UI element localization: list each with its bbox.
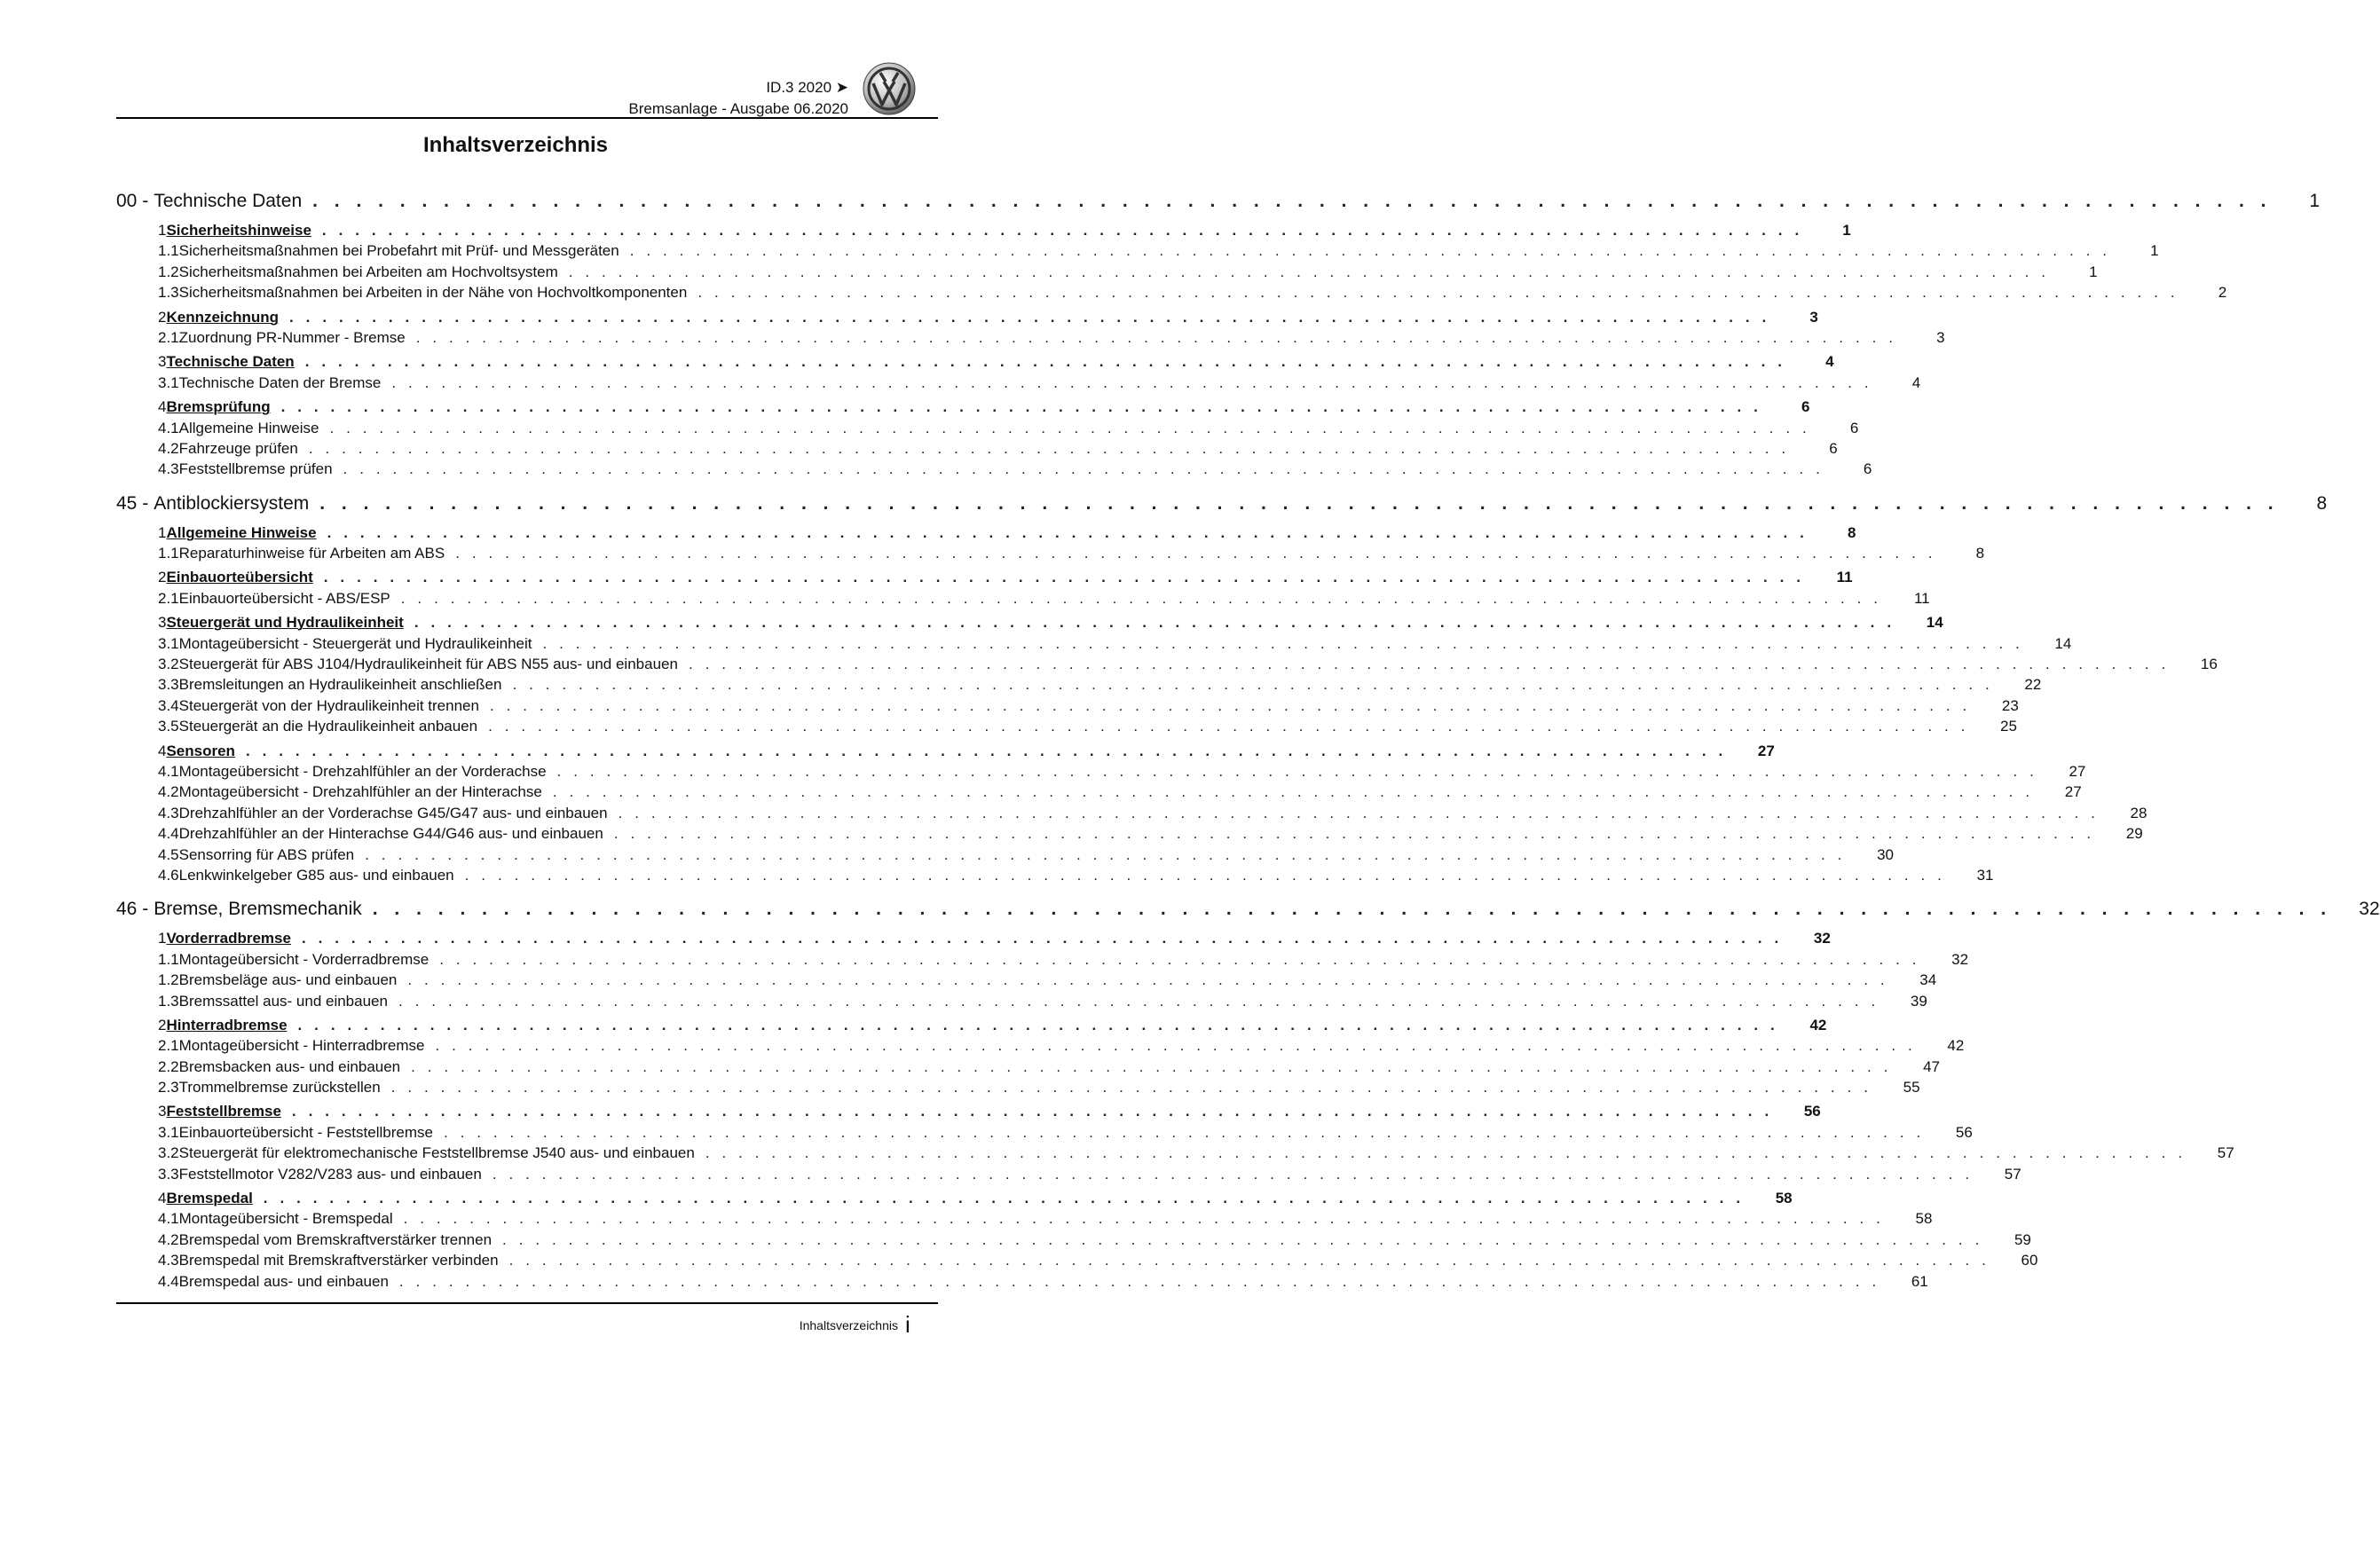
footer-label: Inhaltsverzeichnis bbox=[799, 1318, 898, 1332]
toc-section-number: 3 bbox=[158, 353, 167, 371]
toc-subsection-number: 4.2 bbox=[158, 439, 179, 457]
toc-subsection-number: 3.4 bbox=[158, 696, 179, 714]
footer-page-number: i bbox=[905, 1311, 910, 1338]
dot-leader: . . . . . . . . . . . . . . . . . . . . . . . . . . . . . . . . . . . . . . . . . . . . . . . . . . . . . . . . . . . . . . . . . . . . . . . . . . . . . . . . . . . . . . . . . . bbox=[329, 419, 1811, 436]
dot-leader: . . . . . . . . . . . . . . . . . . . . . . . . . . . . . . . . . . . . . . . . . . . . . . . . . . . . . . . . . . . . . . . . . . . . . . . . . . . . . . . . . . . . . . . . . . bbox=[705, 1144, 2187, 1162]
toc-subsection-page: 57 bbox=[2004, 1165, 2021, 1183]
toc-subsection-page: 2 bbox=[2218, 284, 2227, 302]
dot-leader: . . . . . . . . . . . . . . . . . . . . . . . . . . . . . . . . . . . . . . . . . . . . . . . . . . . . . . . . . . . . . . . . . . . . . . . . . . . . . . . . . . . . . . . . . . bbox=[464, 866, 1946, 884]
dot-leader: . . . . . . . . . . . . . . . . . . . . . . . . . . . . . . . . . . . . . . . . . . . . . . . . . . . . . . . . . . . . . . . . . . . . . . . . . . . . . . . . . . . . . . . . . . bbox=[304, 353, 1786, 371]
toc-subsection-number: 4.5 bbox=[158, 845, 179, 863]
toc-subsection-label: Bremspedal aus- und einbauen bbox=[178, 1272, 389, 1290]
dot-leader: . . . . . . . . . . . . . . . . . . . . . . . . . . . . . . . . . . . . . . . . . . . . . . . . . . . . . . . . . . . . . . . . . . . . . . . . . . . . . . . . . . . . . . . . . . bbox=[308, 439, 1790, 457]
toc-subsection-number: 1.3 bbox=[158, 284, 179, 302]
dot-leader: . . . . . . . . . . . . . . . . . . . . . . . . . . . . . . . . . . . . . . . . . . . . . . . . . . . . . . . . . . . . . . . . . . . . . . . . . . . . . . . . . . . . . . . . . . bbox=[435, 1037, 1917, 1055]
toc-subsection[interactable] bbox=[116, 970, 1937, 990]
toc-section-label: Sicherheitshinweise bbox=[166, 222, 311, 239]
toc-subsection-number: 3.2 bbox=[158, 656, 179, 673]
dot-leader: . . . . . . . . . . . . . . . . . . . . . . . . . . . . . . . . . . . . . . . . . . . . . . . . . . . . . . . . . . . . . . . . . . . . . . . . . . . . . . . . . . . . . . . . . . bbox=[323, 569, 1805, 586]
toc-section-page: 1 bbox=[1842, 222, 1851, 239]
dot-leader: . . . . . . . . . . . . . . . . . . . . . . . . . . . . . . . . . . . . . . . . . . . . . . . . . . . . . . . . . . . . . . . . . . . . . . . . . . . . . . . . . . . . . . . . . . bbox=[489, 696, 1971, 714]
toc-subsection[interactable] bbox=[116, 1208, 1933, 1229]
toc-subsection-number: 4.1 bbox=[158, 419, 179, 436]
toc-subsection[interactable] bbox=[116, 327, 1945, 348]
toc-subsection-page: 34 bbox=[1919, 971, 1937, 989]
toc-subsection[interactable] bbox=[116, 1143, 2234, 1163]
toc-subsection-number: 2.1 bbox=[158, 589, 179, 607]
toc-subsection[interactable] bbox=[116, 845, 1894, 865]
toc-subsection-page: 32 bbox=[1951, 950, 1969, 968]
toc-section[interactable] bbox=[116, 1015, 1827, 1035]
toc-subsection[interactable] bbox=[116, 1077, 1920, 1097]
toc-subsection[interactable] bbox=[116, 438, 1838, 459]
toc-subsection-label: Feststellmotor V282/V283 aus- und einbauen bbox=[178, 1165, 482, 1183]
toc-section-page: 11 bbox=[1836, 569, 1853, 586]
toc-subsection[interactable] bbox=[116, 588, 1930, 609]
dot-leader: . . . . . . . . . . . . . . . . . . . . . . . . . . . . . . . . . . . . . . . . . . . . . . . . . . . . . . . . . . . . . . . . . . . . . . . . . . . . . . . . . . . . . . . . . . bbox=[488, 718, 1969, 735]
toc-subsection-page: 39 bbox=[1910, 992, 1927, 1010]
toc-section-number: 1 bbox=[158, 523, 167, 541]
vw-logo-icon bbox=[863, 62, 916, 115]
toc-section-number: 4 bbox=[158, 1190, 167, 1207]
toc-subsection-page: 55 bbox=[1903, 1079, 1920, 1096]
toc-section-label: Allgemeine Hinweise bbox=[166, 523, 317, 541]
toc-subsection-number: 3.1 bbox=[158, 634, 179, 652]
toc-subsection-number: 3.1 bbox=[158, 1123, 179, 1141]
dot-leader: . . . . . . . . . . . . . . . . . . . . . . . . . . . . . . . . . . . . . . . . . . . . . . . . . . . . . . . . . . . . . . . . . . . . . . . . . . . . . . . . . . . . . . . . . . bbox=[291, 1103, 1773, 1120]
toc-subsection-label: Reparaturhinweise für Arbeiten am ABS bbox=[178, 545, 445, 562]
toc-subsection-label: Steuergerät an die Hydraulikeinheit anbauen bbox=[178, 718, 478, 735]
toc-subsection-page: 27 bbox=[2064, 783, 2082, 801]
dot-leader: . . . . . . . . . . . . . . . . . . . . . . . . . . . . . . . . . . . . . . . . . . . . . . . . . . . . . . . . . . . . . . . . . . . . . . . . . . . . . . . . . . . . . . . . . . bbox=[502, 1230, 1983, 1248]
toc-subsection[interactable] bbox=[116, 949, 1969, 970]
toc-subsection-label: Lenkwinkelgeber G85 aus- und einbauen bbox=[178, 866, 454, 884]
dot-leader: . . . . . . . . . . . . . . . . . . . . . . . . . . . . . . . . . . . . . . . . . . . . . . . . . . . . . . . . . . . . . . . . . . . . . . . . . . . . . . . . . . . . . . . . . . bbox=[365, 845, 1846, 863]
toc-section-number: 3 bbox=[158, 614, 167, 632]
toc-section-label: Steuergerät und Hydraulikeinheit bbox=[166, 614, 404, 632]
toc-subsection-number: 4.4 bbox=[158, 1272, 179, 1290]
toc-subsection-label: Trommelbremse zurückstellen bbox=[178, 1079, 381, 1096]
header-subtitle: Bremsanlage - Ausgabe 06.2020 bbox=[628, 100, 848, 117]
toc-section-number: 3 bbox=[158, 1103, 167, 1120]
dot-leader: . . . . . . . . . . . . . . . . . . . . . . . . . . . . . . . . . . . . . . . . . . . . . . . . . . . . . . . . . . . . . . . . . . . . . . . . . . . . . . . . . . . . . . . . . . bbox=[512, 676, 1994, 694]
toc-subsection-page: 25 bbox=[2000, 718, 2017, 735]
toc-section-page: 14 bbox=[1926, 614, 1943, 632]
dot-leader: . . . . . . . . . . . . . . . . . . . . . . . . . . . . . . . . . . . . . . . . . . . . . . . . . . . . . . . . . . . . . . . . . . . . . . . . . . . . . . . . . . . . . . . . . . bbox=[697, 284, 2179, 302]
toc-subsection-label: Bremsbeläge aus- und einbauen bbox=[178, 971, 398, 989]
header-model: ID.3 2020 ➤ bbox=[766, 79, 848, 96]
dot-leader: . . . . . . . . . . . . . . . . . . . . . . . . . . . . . . . . . . . . . . . . . . . . . . . . . . . . . . . . . . . . . . . . . . . . . . . . . . . . . . . . . . . . . . . . . . bbox=[280, 398, 1762, 416]
toc-section-number: 2 bbox=[158, 569, 167, 586]
toc-subsection-label: Bremspedal vom Bremskraftverstärker trennen bbox=[178, 1230, 493, 1248]
dot-leader: . . . . . . . . . . . . . . . . . . . . . . . . . . . . . . . . . . . . . . . . . . . . . . . . . . . . . . . . . . . . . . . . . . . . . . . . . . . . . . . . . . . . . . . . . . bbox=[556, 762, 2038, 780]
toc-section-label: Bremsprüfung bbox=[166, 398, 271, 416]
table-of-contents bbox=[116, 186, 2380, 1292]
toc-subsection[interactable] bbox=[116, 262, 2098, 282]
toc-subsection[interactable] bbox=[116, 418, 1859, 438]
toc-subsection-page: 11 bbox=[1913, 589, 1930, 607]
toc-section-label: Einbauorteübersicht bbox=[166, 569, 313, 586]
toc-subsection-page: 31 bbox=[1976, 866, 1994, 884]
toc-subsection-number: 2.3 bbox=[158, 1079, 179, 1096]
toc-subsection-page: 29 bbox=[2125, 825, 2143, 843]
dot-leader: . . . . . . . . . . . . . . . . . . . . . . . . . . . . . . . . . . . . . . . . . . . . . . . . . . . . . . . . . . . . . . . . . . . . . . . . . . . . . . . . . . . . . . . . . . bbox=[400, 589, 1882, 607]
toc-subsection-page: 42 bbox=[1947, 1037, 1965, 1055]
toc-section[interactable] bbox=[116, 567, 1853, 587]
toc-subsection[interactable] bbox=[116, 1057, 1940, 1077]
toc-subsection-number: 1.3 bbox=[158, 992, 179, 1010]
toc-subsection-label: Montageübersicht - Hinterradbremse bbox=[178, 1037, 425, 1055]
toc-subsection-number: 2.1 bbox=[158, 1037, 179, 1055]
dot-leader: . . . . . . . . . . . . . . . . . . . . . . . . . . . . . . . . . . . . . . . . . . . . . . . . . . . . . . . . . . . . . . . . . . . . . . . . . . . . . . . . . . . . . . . . . . bbox=[391, 373, 1873, 391]
toc-subsection-number: 4.1 bbox=[158, 1210, 179, 1228]
toc-chapter-page: 8 bbox=[2316, 492, 2328, 514]
toc-chapter-number: 00 - bbox=[116, 191, 149, 211]
toc-subsection-page: 47 bbox=[1923, 1057, 1940, 1075]
toc-section-number: 4 bbox=[158, 742, 167, 759]
toc-subsection[interactable] bbox=[116, 543, 1985, 563]
toc-subsection-number: 4.2 bbox=[158, 1230, 179, 1248]
toc-subsection[interactable] bbox=[116, 782, 2082, 802]
toc-section-label: Sensoren bbox=[166, 742, 235, 759]
dot-leader: . . . . . . . . . . . . . . . . . . . . . . . . . . . . . . . . . . . . . . . . . . . . . . . . . . . . . . . . . . . . . . . . . . . . . . . . . . . . . . . . . . . . . . . . . . bbox=[439, 950, 1921, 968]
toc-subsection-number: 1.1 bbox=[158, 950, 179, 968]
toc-section-number: 2 bbox=[158, 308, 167, 326]
toc-subsection-label: Montageübersicht - Vorderradbremse bbox=[178, 950, 430, 968]
toc-chapter-label: Technische Daten bbox=[154, 191, 303, 211]
toc-chapter-page: 32 bbox=[2359, 899, 2380, 920]
toc-section[interactable] bbox=[116, 351, 1834, 372]
toc-subsection[interactable] bbox=[116, 1122, 1973, 1143]
dot-leader: . . . . . . . . . . . . . . . . . . . . . . . . . . . . . . . . . . . . . . . . . . . . . . . . . . . . . . . . . . . . . . . . . . . . . . . . . . . . . . . . . . . . . . . . . . bbox=[411, 1057, 1892, 1075]
toc-subsection-label: Bremspedal mit Bremskraftverstärker verbinden bbox=[178, 1252, 499, 1269]
toc-section-number: 4 bbox=[158, 398, 167, 416]
toc-section-page: 3 bbox=[1809, 308, 1818, 326]
toc-subsection-label: Feststellbremse prüfen bbox=[178, 460, 333, 478]
toc-subsection-label: Steuergerät für ABS J104/Hydraulikeinheit für ABS N55 aus- und einbauen bbox=[178, 656, 678, 673]
toc-subsection[interactable] bbox=[116, 1164, 2021, 1184]
toc-subsection-label: Bremsbacken aus- und einbauen bbox=[178, 1057, 401, 1075]
toc-subsection-page: 3 bbox=[1936, 328, 1945, 346]
toc-subsection-label: Montageübersicht - Bremspedal bbox=[178, 1210, 393, 1228]
toc-chapter-label: Bremse, Bremsmechanik bbox=[154, 899, 362, 920]
toc-subsection-page: 59 bbox=[2014, 1230, 2031, 1248]
toc-subsection[interactable] bbox=[116, 1035, 1965, 1056]
dot-leader: . . . . . . . . . . . . . . . . . . . . . . . . . . . . . . . . . . . . . . . . . . . . . . . . . . . . . . . . . . . . . . . . . . . . . . . . . . . . . . . . . . . . . . . . . . bbox=[542, 634, 2024, 652]
footer-rule bbox=[116, 1302, 938, 1304]
toc-subsection-label: Technische Daten der Bremse bbox=[178, 373, 382, 391]
toc-subsection-number: 3.5 bbox=[158, 718, 179, 735]
dot-leader: . . . . . . . . . . . . . . . . . . . . . . . . . . . . . . . . . . . . . . . . . . . . . . . . . . . . . . . . . . . . . . . . . . . . . . . . . . . . . . . . . . . . . . . . . . bbox=[289, 308, 1770, 326]
toc-section-page: 27 bbox=[1757, 742, 1775, 759]
toc-subsection-label: Allgemeine Hinweise bbox=[178, 419, 319, 436]
toc-subsection-page: 6 bbox=[1849, 419, 1859, 436]
toc-subsection[interactable] bbox=[116, 373, 1921, 393]
toc-subsection[interactable] bbox=[116, 761, 2086, 782]
toc-subsection[interactable] bbox=[116, 459, 1872, 479]
toc-subsection-label: Bremssattel aus- und einbauen bbox=[178, 992, 388, 1010]
toc-subsection-page: 8 bbox=[1975, 545, 1985, 562]
toc-subsection-number: 2.2 bbox=[158, 1057, 179, 1075]
toc-subsection[interactable] bbox=[116, 240, 2159, 261]
dot-leader: . . . . . . . . . . . . . . . . . . . . . . . . . . . . . . . . . . . . . . . . . . . . . . . . . . . . . . . . . . . . . . . . . . . . . . . . . . . . . . . . . . . . . . . . . . bbox=[629, 242, 2111, 260]
toc-subsection[interactable] bbox=[116, 282, 2227, 303]
toc-subsection-number: 1.1 bbox=[158, 242, 179, 260]
toc-section-number: 1 bbox=[158, 930, 167, 947]
toc-subsection-number: 2.1 bbox=[158, 328, 179, 346]
dot-leader: . . . . . . . . . . . . . . . . . . . . . . . . . . . . . . . . . . . . . . . . . . . . . . . . . . . . . . . . . . . . . . . . . . . . . . . . . . . . . . . . . . . . . . . . . . bbox=[455, 545, 1937, 562]
toc-subsection-page: 16 bbox=[2200, 656, 2218, 673]
dot-leader: . . . . . . . . . . . . . . . . . . . . . . . . . . . . . . . . . . . . . . . . . . . . . . . . . . . . . . . . . . . . . . . . . . . . . . . . . . . . . . . . . . . . . . . . . . bbox=[372, 899, 2332, 920]
toc-subsection-page: 6 bbox=[1863, 460, 1872, 478]
dot-leader: . . . . . . . . . . . . . . . . . . . . . . . . . . . . . . . . . . . . . . . . . . . . . . . . . . . . . . . . . . . . . . . . . . . . . . . . . . . . . . . . . . . . . . . . . . bbox=[319, 492, 2280, 514]
toc-section-number: 2 bbox=[158, 1016, 167, 1033]
toc-subsection-page: 6 bbox=[1829, 439, 1838, 457]
toc-section[interactable] bbox=[116, 928, 1831, 948]
toc-subsection[interactable] bbox=[116, 803, 2148, 823]
dot-leader: . . . . . . . . . . . . . . . . . . . . . . . . . . . . . . . . . . . . . . . . . . . . . . . . . . . . . . . . . . . . . . . . . . . . . . . . . . . . . . . . . . . . . . . . . . bbox=[414, 614, 1895, 632]
dot-leader: . . . . . . . . . . . . . . . . . . . . . . . . . . . . . . . . . . . . . . . . . . . . . . . . . . . . . . . . . . . . . . . . . . . . . . . . . . . . . . . . . . . . . . . . . . bbox=[398, 1272, 1880, 1290]
dot-leader: . . . . . . . . . . . . . . . . . . . . . . . . . . . . . . . . . . . . . . . . . . . . . . . . . . . . . . . . . . . . . . . . . . . . . . . . . . . . . . . . . . . . . . . . . . bbox=[407, 971, 1889, 989]
toc-section-page: 8 bbox=[1847, 523, 1856, 541]
toc-subsection-page: 4 bbox=[1911, 373, 1921, 391]
dot-leader: . . . . . . . . . . . . . . . . . . . . . . . . . . . . . . . . . . . . . . . . . . . . . . . . . . . . . . . . . . . . . . . . . . . . . . . . . . . . . . . . . . . . . . . . . . bbox=[552, 783, 2034, 801]
toc-subsection-label: Einbauorteübersicht - Feststellbremse bbox=[178, 1123, 433, 1141]
toc-section-label: Hinterradbremse bbox=[166, 1016, 288, 1033]
toc-section[interactable] bbox=[116, 523, 1856, 543]
toc-section[interactable] bbox=[116, 220, 1851, 240]
toc-chapter[interactable] bbox=[116, 894, 2380, 924]
toc-section-page: 42 bbox=[1809, 1016, 1827, 1033]
toc-subsection-label: Drehzahlfühler an der Vorderachse G45/G47 aus- und einbauen bbox=[178, 804, 608, 821]
toc-subsection-label: Montageübersicht - Drehzahlfühler an der Hinterachse bbox=[178, 783, 542, 801]
toc-section[interactable] bbox=[116, 1101, 1821, 1121]
toc-section-label: Vorderradbremse bbox=[166, 930, 291, 947]
toc-chapter-page: 1 bbox=[2309, 191, 2320, 211]
toc-subsection-page: 56 bbox=[1955, 1123, 1973, 1141]
toc-subsection-number: 4.3 bbox=[158, 460, 179, 478]
toc-subsection-number: 1.2 bbox=[158, 263, 179, 280]
toc-chapter-number: 46 - bbox=[116, 899, 149, 920]
toc-chapter-number: 45 - bbox=[116, 492, 149, 514]
dot-leader: . . . . . . . . . . . . . . . . . . . . . . . . . . . . . . . . . . . . . . . . . . . . . . . . . . . . . . . . . . . . . . . . . . . . . . . . . . . . . . . . . . . . . . . . . . bbox=[443, 1123, 1925, 1141]
dot-leader: . . . . . . . . . . . . . . . . . . . . . . . . . . . . . . . . . . . . . . . . . . . . . . . . . . . . . . . . . . . . . . . . . . . . . . . . . . . . . . . . . . . . . . . . . . bbox=[297, 1016, 1779, 1033]
toc-section[interactable] bbox=[116, 397, 1810, 417]
toc-subsection-label: Sicherheitsmaßnahmen bei Arbeiten in der Nähe von Hochvoltkomponenten bbox=[178, 284, 688, 302]
dot-leader: . . . . . . . . . . . . . . . . . . . . . . . . . . . . . . . . . . . . . . . . . . . . . . . . . . . . . . . . . . . . . . . . . . . . . . . . . . . . . . . . . . . . . . . . . . bbox=[403, 1210, 1885, 1228]
toc-subsection-label: Zuordnung PR-Nummer - Bremse bbox=[178, 328, 406, 346]
dot-leader: . . . . . . . . . . . . . . . . . . . . . . . . . . . . . . . . . . . . . . . . . . . . . . . . . . . . . . . . . . . . . . . . . . . . . . . . . . . . . . . . . . . . . . . . . . bbox=[508, 1252, 1990, 1269]
toc-subsection-page: 27 bbox=[2069, 762, 2086, 780]
toc-subsection-page: 30 bbox=[1877, 845, 1894, 863]
dot-leader: . . . . . . . . . . . . . . . . . . . . . . . . . . . . . . . . . . . . . . . . . . . . . . . . . . . . . . . . . . . . . . . . . . . . . . . . . . . . . . . . . . . . . . . . . . bbox=[390, 1079, 1872, 1096]
toc-subsection-page: 28 bbox=[2130, 804, 2148, 821]
dot-leader: . . . . . . . . . . . . . . . . . . . . . . . . . . . . . . . . . . . . . . . . . . . . . . . . . . . . . . . . . . . . . . . . . . . . . . . . . . . . . . . . . . . . . . . . . . bbox=[343, 460, 1824, 478]
toc-subsection-page: 58 bbox=[1915, 1210, 1933, 1228]
toc-subsection-page: 57 bbox=[2217, 1144, 2234, 1162]
toc-subsection-number: 1.2 bbox=[158, 971, 179, 989]
toc-section-label: Bremspedal bbox=[166, 1190, 253, 1207]
toc-section[interactable] bbox=[116, 1188, 1793, 1208]
toc-subsection[interactable] bbox=[116, 674, 2042, 695]
toc-section-page: 6 bbox=[1801, 398, 1810, 416]
toc-subsection-page: 61 bbox=[1911, 1272, 1928, 1290]
toc-subsection-number: 3.1 bbox=[158, 373, 179, 391]
toc-subsection-page: 22 bbox=[2024, 676, 2042, 694]
toc-subsection[interactable] bbox=[116, 1230, 2031, 1250]
toc-section-number: 1 bbox=[158, 222, 167, 239]
toc-subsection-number: 4.2 bbox=[158, 783, 179, 801]
toc-subsection-label: Steuergerät von der Hydraulikeinheit trennen bbox=[178, 696, 479, 714]
toc-subsection-label: Fahrzeuge prüfen bbox=[178, 439, 298, 457]
dot-leader: . . . . . . . . . . . . . . . . . . . . . . . . . . . . . . . . . . . . . . . . . . . . . . . . . . . . . . . . . . . . . . . . . . . . . . . . . . . . . . . . . . . . . . . . . . bbox=[312, 191, 2272, 211]
toc-section[interactable] bbox=[116, 307, 1818, 327]
toc-subsection[interactable] bbox=[116, 823, 2143, 844]
toc-subsection-label: Steuergerät für elektromechanische Feststellbremse J540 aus- und einbauen bbox=[178, 1144, 695, 1162]
toc-section-page: 56 bbox=[1803, 1103, 1821, 1120]
toc-subsection-page: 23 bbox=[2001, 696, 2019, 714]
toc-subsection[interactable] bbox=[116, 865, 1994, 885]
toc-subsection[interactable] bbox=[116, 654, 2218, 674]
toc-section-page: 58 bbox=[1775, 1190, 1793, 1207]
toc-subsection[interactable] bbox=[116, 633, 2072, 654]
toc-section[interactable] bbox=[116, 612, 1943, 633]
toc-section-page: 32 bbox=[1813, 930, 1831, 947]
toc-subsection-label: Sensorring für ABS prüfen bbox=[178, 845, 355, 863]
toc-subsection-label: Sicherheitsmaßnahmen bei Arbeiten am Hochvoltsystem bbox=[178, 263, 558, 280]
toc-subsection-number: 4.6 bbox=[158, 866, 179, 884]
dot-leader: . . . . . . . . . . . . . . . . . . . . . . . . . . . . . . . . . . . . . . . . . . . . . . . . . . . . . . . . . . . . . . . . . . . . . . . . . . . . . . . . . . . . . . . . . . bbox=[688, 656, 2170, 673]
page-title: Inhaltsverzeichnis bbox=[422, 133, 609, 157]
toc-subsection-number: 4.1 bbox=[158, 762, 179, 780]
dot-leader: . . . . . . . . . . . . . . . . . . . . . . . . . . . . . . . . . . . . . . . . . . . . . . . . . . . . . . . . . . . . . . . . . . . . . . . . . . . . . . . . . . . . . . . . . . bbox=[568, 263, 2050, 280]
dot-leader: . . . . . . . . . . . . . . . . . . . . . . . . . . . . . . . . . . . . . . . . . . . . . . . . . . . . . . . . . . . . . . . . . . . . . . . . . . . . . . . . . . . . . . . . . . bbox=[618, 804, 2100, 821]
dot-leader: . . . . . . . . . . . . . . . . . . . . . . . . . . . . . . . . . . . . . . . . . . . . . . . . . . . . . . . . . . . . . . . . . . . . . . . . . . . . . . . . . . . . . . . . . . bbox=[613, 825, 2095, 843]
dot-leader: . . . . . . . . . . . . . . . . . . . . . . . . . . . . . . . . . . . . . . . . . . . . . . . . . . . . . . . . . . . . . . . . . . . . . . . . . . . . . . . . . . . . . . . . . . bbox=[492, 1165, 1974, 1183]
dot-leader: . . . . . . . . . . . . . . . . . . . . . . . . . . . . . . . . . . . . . . . . . . . . . . . . . . . . . . . . . . . . . . . . . . . . . . . . . . . . . . . . . . . . . . . . . . bbox=[327, 523, 1809, 541]
toc-subsection-number: 1.1 bbox=[158, 545, 179, 562]
toc-subsection-label: Einbauorteübersicht - ABS/ESP bbox=[178, 589, 390, 607]
dot-leader: . . . . . . . . . . . . . . . . . . . . . . . . . . . . . . . . . . . . . . . . . . . . . . . . . . . . . . . . . . . . . . . . . . . . . . . . . . . . . . . . . . . . . . . . . . bbox=[415, 328, 1897, 346]
toc-section-label: Kennzeichnung bbox=[166, 308, 280, 326]
toc-chapter-label: Antiblockiersystem bbox=[154, 492, 310, 514]
toc-subsection-page: 1 bbox=[2150, 242, 2159, 260]
toc-subsection-label: Montageübersicht - Drehzahlfühler an der Vorderachse bbox=[178, 762, 547, 780]
toc-subsection-number: 3.2 bbox=[158, 1144, 179, 1162]
toc-section-label: Feststellbremse bbox=[166, 1103, 281, 1120]
toc-section-page: 4 bbox=[1825, 353, 1834, 371]
toc-section-label: Technische Daten bbox=[166, 353, 295, 371]
toc-subsection[interactable] bbox=[116, 1271, 1928, 1292]
toc-subsection-page: 1 bbox=[2089, 263, 2098, 280]
dot-leader: . . . . . . . . . . . . . . . . . . . . . . . . . . . . . . . . . . . . . . . . . . . . . . . . . . . . . . . . . . . . . . . . . . . . . . . . . . . . . . . . . . . . . . . . . . bbox=[398, 992, 1880, 1010]
toc-subsection-number: 4.3 bbox=[158, 1252, 179, 1269]
toc-subsection-label: Bremsleitungen an Hydraulikeinheit anschließen bbox=[178, 676, 502, 694]
toc-subsection[interactable] bbox=[116, 695, 2019, 716]
toc-subsection-label: Sicherheitsmaßnahmen bei Probefahrt mit Prüf- und Messgeräten bbox=[178, 242, 619, 260]
toc-subsection-label: Drehzahlfühler an der Hinterachse G44/G46 aus- und einbauen bbox=[178, 825, 603, 843]
toc-subsection[interactable] bbox=[116, 991, 1927, 1011]
toc-section[interactable] bbox=[116, 741, 1775, 761]
toc-subsection-number: 3.3 bbox=[158, 676, 179, 694]
header-rule bbox=[116, 117, 938, 119]
dot-leader: . . . . . . . . . . . . . . . . . . . . . . . . . . . . . . . . . . . . . . . . . . . . . . . . . . . . . . . . . . . . . . . . . . . . . . . . . . . . . . . . . . . . . . . . . . bbox=[245, 742, 1727, 759]
dot-leader: . . . . . . . . . . . . . . . . . . . . . . . . . . . . . . . . . . . . . . . . . . . . . . . . . . . . . . . . . . . . . . . . . . . . . . . . . . . . . . . . . . . . . . . . . . bbox=[301, 930, 1783, 947]
toc-subsection-page: 14 bbox=[2054, 634, 2072, 652]
dot-leader: . . . . . . . . . . . . . . . . . . . . . . . . . . . . . . . . . . . . . . . . . . . . . . . . . . . . . . . . . . . . . . . . . . . . . . . . . . . . . . . . . . . . . . . . . . bbox=[321, 222, 1803, 239]
toc-subsection-page: 60 bbox=[2021, 1252, 2038, 1269]
toc-subsection-number: 4.3 bbox=[158, 804, 179, 821]
toc-chapter[interactable] bbox=[116, 489, 2328, 519]
toc-chapter[interactable] bbox=[116, 186, 2320, 216]
toc-subsection[interactable] bbox=[116, 1250, 2038, 1270]
toc-subsection-number: 4.4 bbox=[158, 825, 179, 843]
dot-leader: . . . . . . . . . . . . . . . . . . . . . . . . . . . . . . . . . . . . . . . . . . . . . . . . . . . . . . . . . . . . . . . . . . . . . . . . . . . . . . . . . . . . . . . . . . bbox=[263, 1190, 1745, 1207]
toc-subsection-label: Montageübersicht - Steuergerät und Hydraulikeinheit bbox=[178, 634, 532, 652]
toc-subsection-number: 3.3 bbox=[158, 1165, 179, 1183]
toc-subsection[interactable] bbox=[116, 716, 2017, 736]
